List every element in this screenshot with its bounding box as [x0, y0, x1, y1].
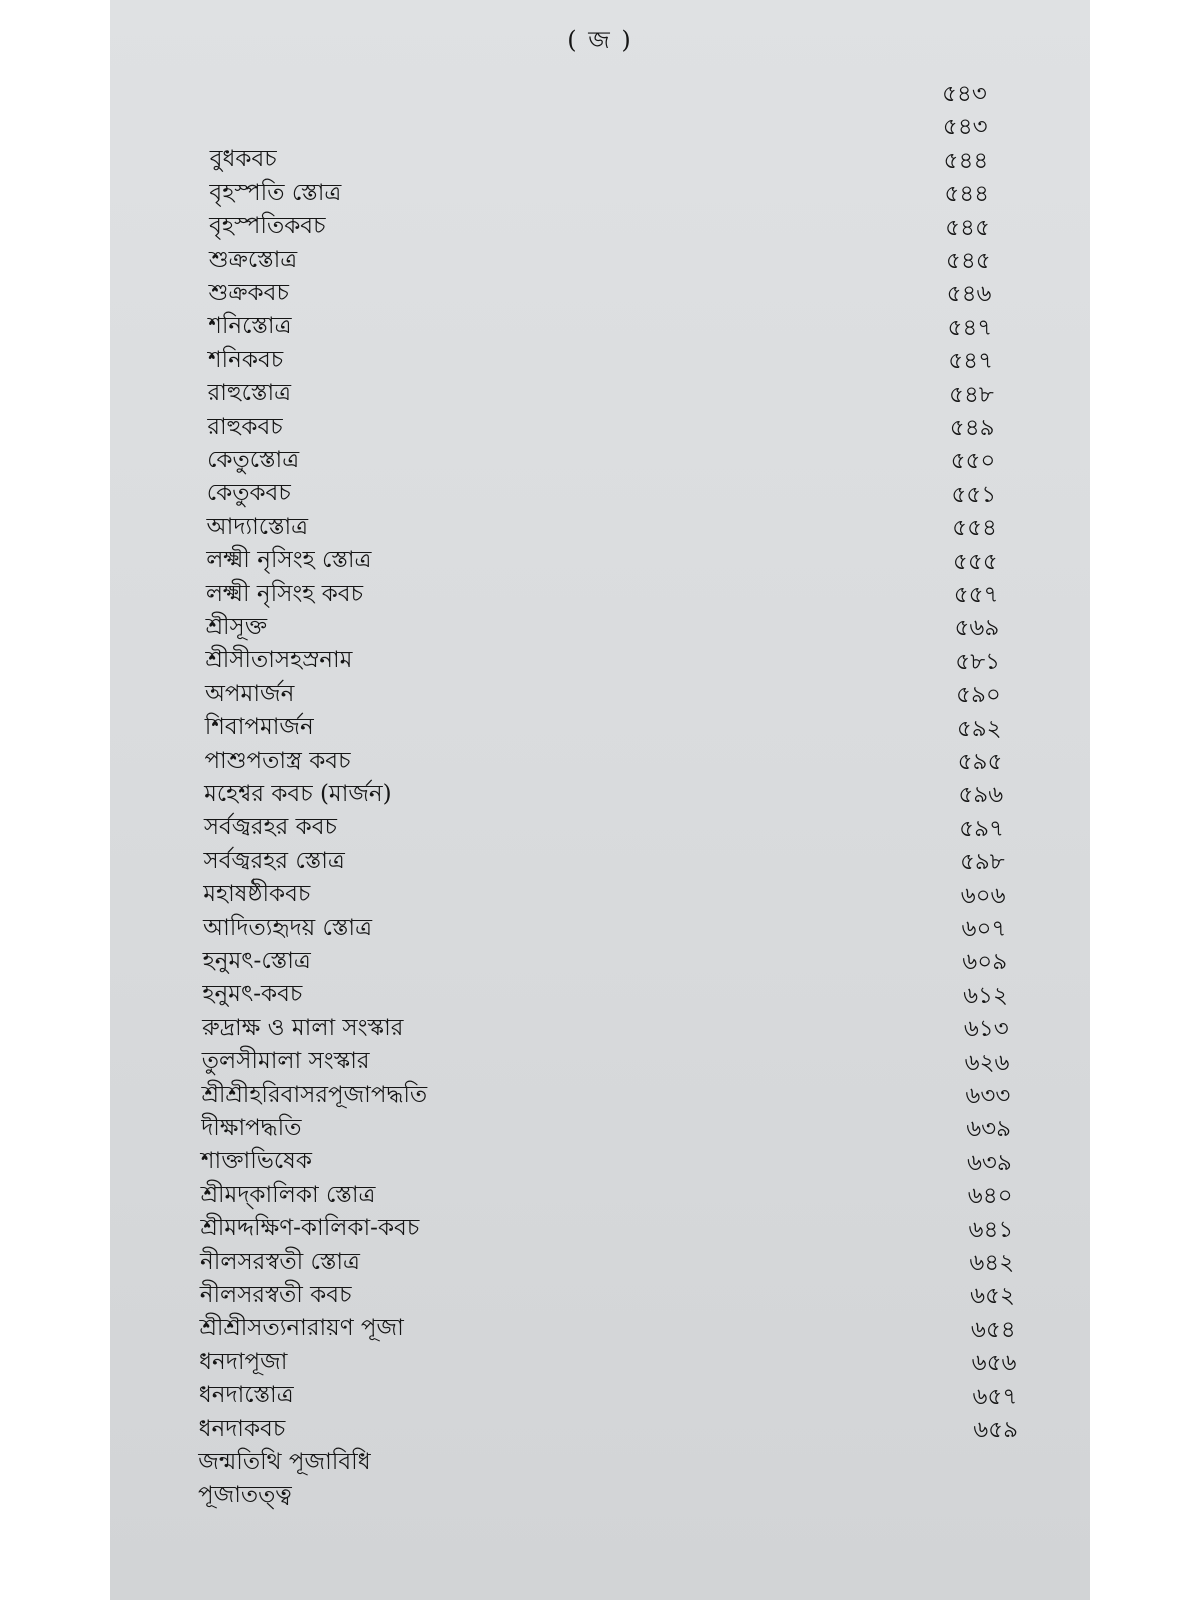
toc-entry-page-number: ৫৯৫: [957, 749, 1003, 775]
toc-entry-title: বৃহস্পতি স্তোত্র: [209, 179, 342, 206]
toc-entry-title: শনিস্তোত্র: [208, 313, 292, 340]
toc-entry-page-number: ৬৪০: [967, 1183, 1013, 1210]
toc-entry-page-number: ৫৪৩: [942, 81, 987, 107]
toc-entry-title: লক্ষ্মী নৃসিংহ কবচ: [205, 580, 363, 607]
toc-entry-page-number: ৫৪৯: [949, 415, 995, 441]
toc-entry-page-number: ৬৫৬: [971, 1350, 1017, 1377]
toc-entry-title: ধনদাপূজা: [199, 1348, 288, 1375]
toc-entry-page-number: ৫৪৪: [944, 181, 990, 208]
toc-entry-page-number: ৫৫০: [950, 448, 996, 475]
toc-entry-page-number: ৬৫৯: [973, 1417, 1019, 1443]
toc-entry-title: লক্ষ্মী নৃসিংহ স্তোত্র: [206, 547, 372, 574]
toc-entry-page-number: ৬০৯: [962, 949, 1008, 976]
toc-entry-page-number: ৬১৩: [963, 1016, 1009, 1043]
toc-entry-page-number: ৫৪৫: [945, 214, 990, 241]
toc-entry-title: কেতুস্তোত্র: [207, 447, 300, 473]
toc-entry-title: ধনদাস্তোত্র: [198, 1382, 294, 1409]
toc-entry-page-number: ৫৫৫: [952, 548, 998, 575]
toc-entry-title: পাশুপতাস্ত্র কবচ: [204, 747, 351, 774]
toc-entry-title: বুধকবচ: [209, 146, 277, 173]
toc-entry-title: রাহুস্তোত্র: [207, 380, 292, 407]
toc-entry-title: কেতুকবচ: [206, 480, 291, 507]
toc-entry-page-number: ৫৯০: [956, 682, 1001, 709]
toc-entry-page-number: ৬০৬: [960, 882, 1006, 909]
toc-entry-page-number: ৫৫১: [951, 481, 997, 508]
toc-entry-page-number: ৫৫৪: [952, 515, 997, 542]
toc-entry-title: আদিত্যহৃদয় স্তোত্র: [202, 914, 372, 941]
toc-entry-title: আদ্যাস্তোত্র: [206, 513, 309, 540]
toc-entry-page-number: ৬৩৩: [965, 1083, 1011, 1109]
toc-entry-title: শনিকবচ: [207, 346, 284, 373]
toc-entry: [110, 1414, 1090, 1475]
toc-entry-page-number: ৬৫৪: [970, 1316, 1016, 1343]
toc-entry-title: রাহুকবচ: [207, 413, 283, 440]
toc-entry-title: সর্বজ্বরহর কবচ: [203, 814, 337, 841]
toc-entry-title: শ্রীসীতাসহস্রনাম: [205, 647, 353, 674]
toc-entry-page-number: ৫৪৭: [948, 348, 994, 375]
toc-entry-title: হনুমৎ-স্তোত্র: [202, 948, 311, 974]
toc-entry-title: হনুমৎ-কবচ: [202, 981, 303, 1008]
toc-entry-page-number: ৬৩৯: [966, 1149, 1012, 1176]
toc-entry: [110, 145, 1090, 206]
toc-entry-page-number: ৬৫৭: [972, 1383, 1018, 1410]
toc-entry-page-number: ৬৫২: [970, 1283, 1015, 1310]
toc-entry-page-number: ৫৪৩: [942, 114, 988, 141]
toc-entry-title: শাক্তাভিষেক: [200, 1148, 312, 1175]
toc-entry-page-number: ৫৬৯: [954, 615, 1000, 642]
toc-entry-page-number: ৫৪৫: [945, 248, 991, 274]
book-page: [110, 0, 1090, 1600]
toc-entry-title: সর্বজ্বরহর স্তোত্র: [203, 847, 345, 874]
toc-entry-title: শ্রীসূক্ত: [205, 614, 268, 640]
toc-entry-title: দীক্ষাপদ্ধতি: [201, 1115, 302, 1141]
toc-entry-title: বৃহস্পতিকবচ: [209, 213, 326, 240]
toc-entry-title: শ্রীমদ্‌কালিকা স্তোত্র: [200, 1181, 376, 1208]
toc-entry: [110, 78, 1090, 111]
toc-entry-page-number: ৫৮১: [955, 648, 1001, 675]
toc-entry: [110, 212, 1090, 273]
toc-entry-page-number: ৬১২: [963, 982, 1008, 1009]
toc-entry-title: শিবাপমার্জন: [204, 714, 314, 741]
toc-entry-title: নীলসরস্বতী স্তোত্র: [200, 1248, 360, 1275]
toc-entry-page-number: ৬৩৯: [966, 1116, 1012, 1143]
toc-entry-page-number: ৫৪৮: [949, 381, 994, 408]
page-header: ( জ ): [567, 26, 633, 54]
toc-entry-title: শ্রীশ্রীসত্যনারায়ণ পূজা: [199, 1315, 404, 1342]
toc-entry: [110, 1447, 1090, 1509]
toc-entry-page-number: ৫৯২: [956, 715, 1002, 742]
toc-entry-title: শ্রীশ্রীহরিবাসরপূজাপদ্ধতি: [201, 1081, 428, 1108]
toc-entry: [110, 1113, 1090, 1175]
toc-entry-page-number: ৫৯৭: [959, 815, 1004, 842]
toc-entry-page-number: ৫৯৬: [958, 782, 1004, 809]
toc-entry-page-number: ৫৪৬: [946, 281, 992, 308]
toc-entry-title: রুদ্রাক্ষ ও মালা সংস্কার: [202, 1014, 404, 1041]
toc-entry-page-number: ৬০৭: [961, 916, 1007, 942]
toc-entry-title: শুক্রস্তোত্র: [208, 246, 298, 273]
toc-entry-title: মহাষষ্ঠীকবচ: [203, 881, 311, 908]
toc-entry-page-number: ৬৪২: [969, 1250, 1015, 1276]
toc-entry-title: পূজাতত্ত্ব: [198, 1482, 292, 1509]
toc-entry-page-number: ৫৯৮: [959, 849, 1005, 876]
toc-entry: [110, 312, 1090, 373]
toc-entry-page-number: ৫৫৭: [953, 582, 999, 608]
toc-entry-title: শুক্রকবচ: [208, 280, 289, 306]
toc-entry-title: মহেশ্বর কবচ (মার্জন): [204, 781, 392, 807]
toc-entry-page-number: ৬২৬: [964, 1049, 1010, 1076]
toc-entry-page-number: ৬৪১: [968, 1216, 1014, 1243]
toc-entry-title: তুলসীমালা সংস্কার: [201, 1048, 370, 1075]
toc-entry-page-number: ৫৪৪: [943, 147, 989, 174]
toc-entry-title: জন্মতিথি পূজাবিধি: [198, 1449, 371, 1475]
table-of-contents: [110, 76, 1090, 1556]
toc-entry-title: অপমার্জন: [205, 680, 295, 707]
toc-entry-title: নীলসরস্বতী কবচ: [199, 1282, 352, 1308]
toc-entry-title: শ্রীমদ্দক্ষিণ-কালিকা-কবচ: [200, 1215, 420, 1242]
toc-entry-page-number: ৫৪৭: [947, 314, 993, 341]
toc-entry-title: ধনদাকবচ: [198, 1415, 286, 1442]
